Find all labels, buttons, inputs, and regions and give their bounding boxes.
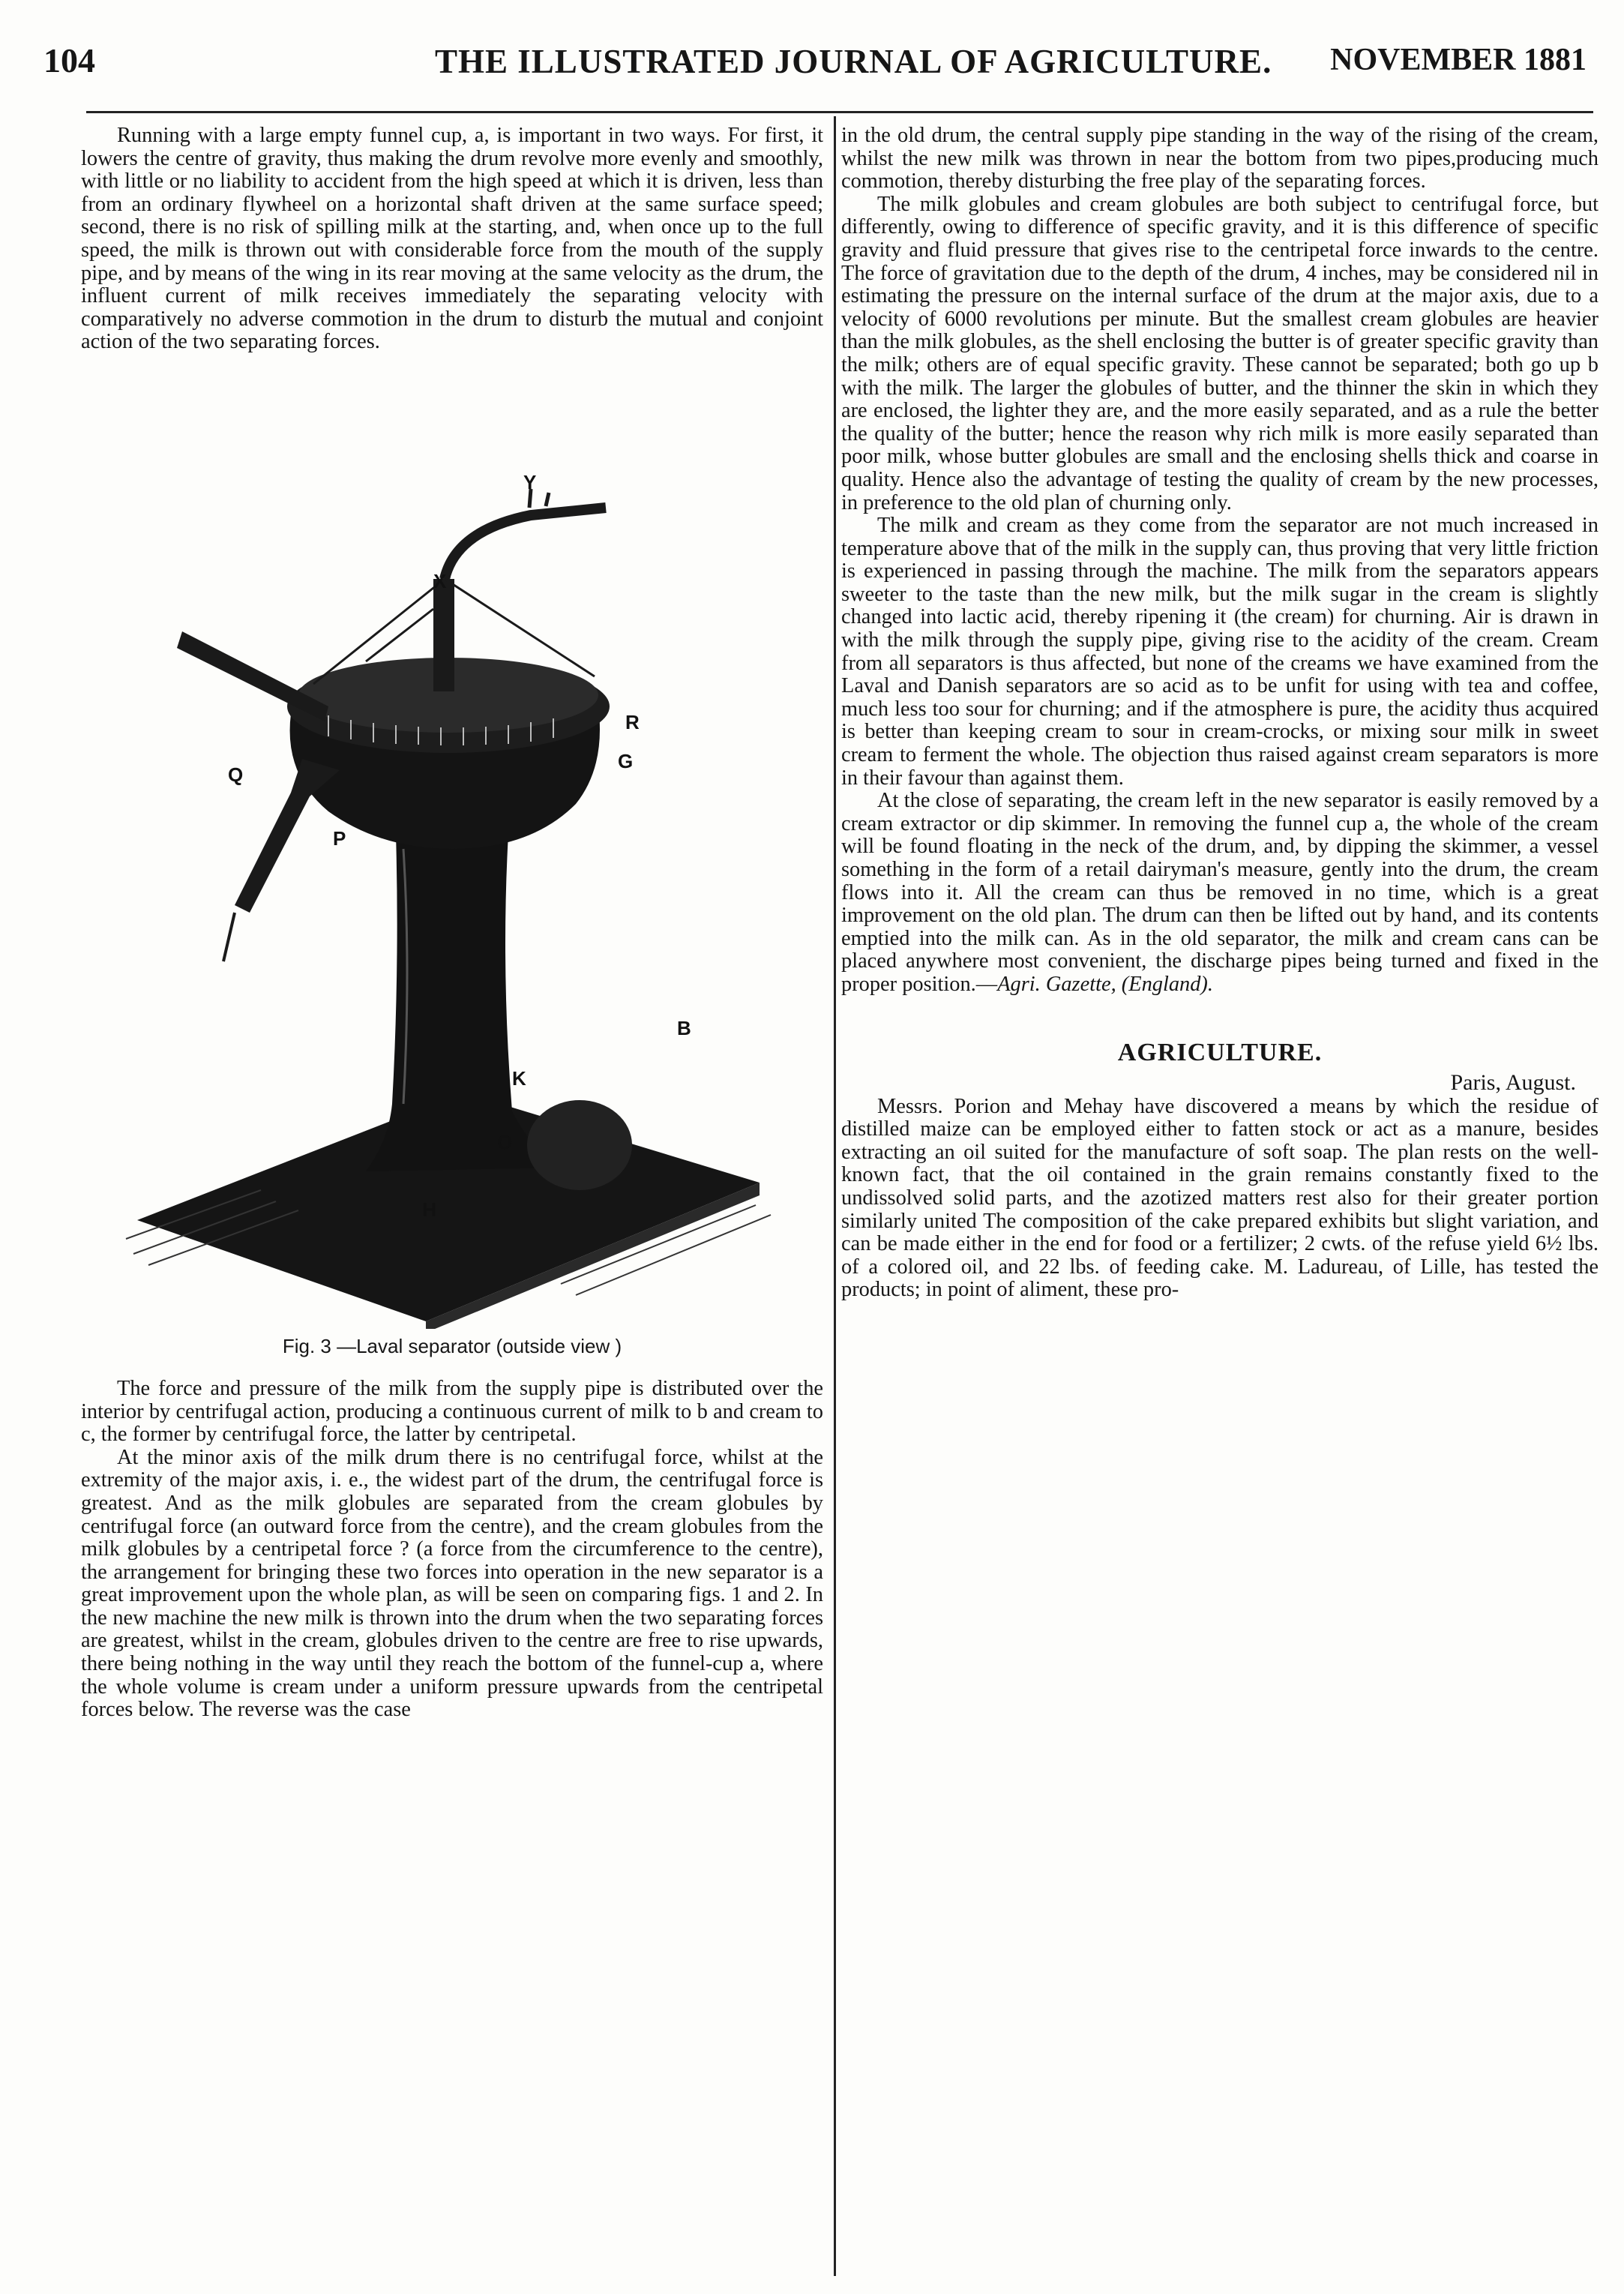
article-paragraph: in the old drum, the central supply pipe standing in the way of the rising of the cream, whilst the new milk was thrown in near the bottom from two pipes,producing much commotion, thereby disturbing the free play of the separating forces. [841,124,1599,193]
figure-laval-separator [81,354,823,1378]
article-paragraph: At the minor axis of the milk drum there is no centrifugal force, whilst at the extremity of the major axis, i. e., the widest part of the drum, the centrifugal force is greatest. And as the milk globules are separated from the cream globules by centrifugal force (an outward force from the centre), and the cream globules from the milk globules by a centripetal force ? (a force from the circumference to the centre), the arrangement for bringing these two forces into operation in the new separator is a great improvement upon the whole plan, as will be seen on comparing figs. 1 and 2. In the new machine the new milk is thrown into the drum when the two separating forces are greatest, whilst in the cream, globules driven to the centre are free to rise upwards, there being nothing in the way until they reach the bottom of the funnel-cup a, where the whole volume is cream under a uniform pressure upwards from the centripetal forces below. The reverse was the case [81,1445,823,1722]
label-r: R [625,710,640,733]
figure-caption: Fig. 3 —Laval separator (outside view ) [282,1334,622,1357]
laval-separator-illustration [81,354,823,1329]
column-divider [834,116,836,2276]
article-paragraph-text: At the close of separating, the cream left in the new separator is easily removed by a cream extractor or dip skimmer. In removing the funnel cup a, the whole of the cream will be found floating in the neck of the drum, and, by dipping the skimmer, a vessel something in the form of a retail dairyman's measure, gently into the drum, the cream flows into it. All the cream can thus be removed in no time, which is a great improvement on the old plan. The drum can then be lifted out by hand, and its contents emptied into the milk can. As in the old separator, the milk and cream cans can be placed anywhere most convenient, the discharge pipes being turned and fixed in the proper position.— [841,789,1599,996]
label-g: G [618,749,634,772]
label-p: P [333,826,346,850]
label-o: O [497,1130,513,1153]
article-paragraph: The milk and cream as they come from the separator are not much increased in temperature above that of the milk in the supply can, thus proving that very little friction is experienced in passing through the machine. The milk from the separators appears sweeter to the taste than the new milk, but the milk sugar in the cream is slightly changed into lactic acid, thereby ripening it (the cream) for churning. Air is drawn in with the milk through the supply pipe, giving rise to the acidity of the cream. Cream from all separators is thus affected, but none of the creams we have examined from the Laval and Danish separators are so acid as to be unfit for using with tea and coffee, much less too sour for churning; and if the atmosphere is pure, the acidity thus acquired is better than keeping cream to sour in cream-crocks, or mixing sour milk in sweet cream to ferment the whole. The objection thus raised against cream separators is more in their favour than against them. [841,514,1599,790]
article-paragraph [841,790,1599,996]
dateline: Paris, August. [1450,1069,1576,1095]
article-paragraph: The milk globules and cream globules are both subject to centrifugal force, but differently, owing to difference of specific gravity, and it is this difference of specific gravity and fluid pressure that gives rise to the centripetal force inwards to the centre. The force of gravitation due to the depth of the drum, 4 inches, may be considered nil in estimating the pressure on the internal surface of the drum at the major axis, due to a velocity of 6000 revolutions per minute. But the smallest cream globules are heavier than the milk globules, as the shell enclosing the butter is of greater specific gravity than the milk; others are of equal specific gravity. These cannot be separated; both go up b with the milk. The larger the globules of butter, and the thinner the skin in which they are enclosed, the lighter they are, and the more easily separated, and as a rule the better the quality of the butter; hence the reason why rich milk is more easily separated than poor milk, whose butter globules are small and the enclosing shells thick and coarse in quality. Hence also the advantage of testing the quality of cream by the new processes, in preference to the old plan of churning only. [841,192,1599,514]
section-heading: AGRICULTURE. [1117,1038,1323,1066]
label-b: B [677,1016,691,1039]
article-paragraph: Running with a large empty funnel cup, a, is important in two ways. For first, it lowers the centre of gravity, thus making the drum revolve more evenly and smoothly, with little or no liability to accident from the high speed at which it is driven, less than from an ordinary flywheel on a horizontal shaft driven at the same surface speed; second, there is no risk of spilling milk at the starting, and, when once up to the full speed, the milk is thrown out with considerable force from the mouth of the supply pipe, and by means of the wing in its rear moving at the same velocity as the drum, the influent current of milk receives immediately the separating velocity with comparatively no adverse commotion in the drum to disturb the mutual and conjoint action of the two separating forces. [81,124,823,354]
left-column [81,124,823,1722]
label-q-spout: Q [228,763,244,786]
header-rule [86,111,1593,113]
right-column [841,124,1599,1302]
issue-date: NOVEMBER 1881 [1330,43,1587,77]
article-paragraph: Messrs. Porion and Mehay have discovered a means by which the residue of distilled maize can be employed either to fatten stock or act as a manure, besides extracting an oil suited for the manufacture of soft soap. The plan rests on the well-known fact, that the oil contained in the grain remains constantly fixed to the undissolved solid parts, and the azotized matters rest also for their greater portion similarly united The composition of the cake prepared exhibits but slight variation, and can be made either in the end for food or a fertilizer; 2 cwts. of the refuse yield 6½ lbs. of a colored oil, and 22 lbs. of feeding cake. M. Ladureau, of Lille, has tested the products; in point of aliment, these pro- [841,1094,1599,1302]
page-number: 104 [43,41,95,79]
label-y: Y [523,470,537,493]
article-paragraph: The force and pressure of the milk from the supply pipe is distributed over the interior by centrifugal action, producing a continuous current of milk to b and cream to c, the former by centrifugal force, the latter by centripetal. [81,1376,823,1447]
label-h: H [422,1198,436,1221]
source-credit: Agri. Gazette, (England). [997,972,1213,996]
label-x: X [433,569,447,592]
page-header [37,33,1587,93]
journal-title: THE ILLUSTRATED JOURNAL OF AGRICULTURE. [435,43,1272,80]
label-k: K [512,1066,526,1090]
